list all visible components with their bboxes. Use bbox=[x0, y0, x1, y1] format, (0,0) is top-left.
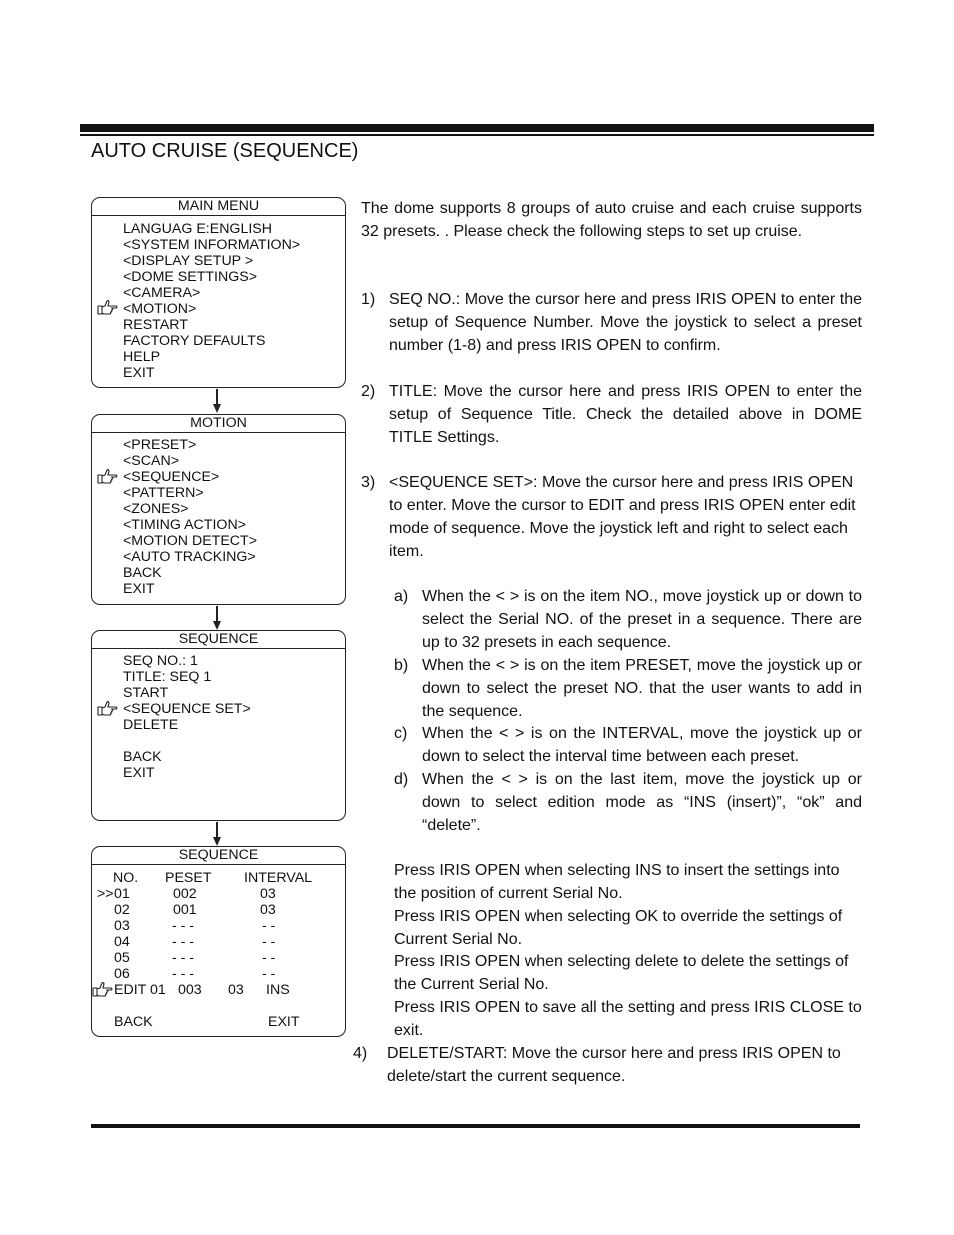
edit-mode[interactable]: INS bbox=[266, 982, 290, 998]
step-number: 2) bbox=[361, 383, 376, 400]
motion-menu-header: MOTION bbox=[92, 415, 345, 433]
sequence-menu-spacer bbox=[123, 733, 251, 749]
sequence-menu-item-seq-no[interactable]: SEQ NO.: 1 bbox=[123, 653, 198, 669]
top-rule bbox=[80, 124, 874, 132]
arrow-down-icon bbox=[213, 822, 221, 846]
table-cell-interval[interactable]: - - bbox=[262, 918, 276, 934]
motion-menu-item-sequence[interactable]: <SEQUENCE> bbox=[123, 469, 220, 485]
table-cell-no[interactable]: 05 bbox=[114, 950, 130, 966]
sequence-menu-item-start[interactable]: START bbox=[123, 685, 169, 701]
substep-letter: d) bbox=[394, 771, 409, 788]
step-text: TITLE: Move the cursor here and press IRIS OPEN to enter the setup of Sequence Title. Check the detailed above in DOME TITLE Settings. bbox=[389, 383, 862, 446]
column-header-no: NO. bbox=[113, 870, 139, 886]
main-menu-item-factory-defaults[interactable]: FACTORY DEFAULTS bbox=[123, 333, 266, 349]
table-cell-preset[interactable]: 001 bbox=[173, 902, 197, 918]
intro-paragraph: The dome supports 8 groups of auto cruise and each cruise supports 32 presets. . Please check the following steps to set up cruise. bbox=[361, 200, 862, 240]
motion-menu-item-timing-action[interactable]: <TIMING ACTION> bbox=[123, 517, 246, 533]
step-text: DELETE/START: Move the cursor here and press IRIS OPEN to delete/start the current sequence. bbox=[387, 1045, 841, 1085]
main-menu-item-help[interactable]: HELP bbox=[123, 349, 161, 365]
pointing-hand-icon bbox=[97, 701, 119, 717]
step-number: 4) bbox=[353, 1045, 368, 1062]
main-menu-item-camera[interactable]: <CAMERA> bbox=[123, 285, 201, 301]
main-menu-item-language[interactable]: LANGUAG E:ENGLISH bbox=[123, 221, 273, 237]
sequence-set-header: SEQUENCE bbox=[92, 847, 345, 865]
main-menu-panel bbox=[91, 197, 346, 388]
motion-menu-item-preset[interactable]: <PRESET> bbox=[123, 437, 197, 453]
table-cell-preset[interactable]: 002 bbox=[173, 886, 197, 902]
sequence-set-back-button[interactable]: BACK bbox=[114, 1014, 153, 1030]
pointing-hand-icon bbox=[97, 300, 119, 316]
motion-menu-item-back[interactable]: BACK bbox=[123, 565, 162, 581]
column-header-interval: INTERVAL bbox=[244, 870, 313, 886]
main-menu-item-motion[interactable]: <MOTION> bbox=[123, 301, 197, 317]
note-text: Press IRIS OPEN when selecting OK to override the settings of Current Serial No. bbox=[394, 908, 843, 948]
note-text: Press IRIS OPEN to save all the setting and press IRIS CLOSE to exit. bbox=[394, 999, 862, 1039]
row-marker: >> bbox=[97, 886, 114, 902]
main-menu-item-display-setup[interactable]: <DISPLAY SETUP > bbox=[123, 253, 254, 269]
motion-menu-item-motion-detect[interactable]: <MOTION DETECT> bbox=[123, 533, 258, 549]
step-text: <SEQUENCE SET>: Move the cursor here and press IRIS OPEN to enter. Move the cursor to EDIT and press IRIS OPEN enter edit mode of sequence. Move the joystick left and right to select each item. bbox=[389, 474, 856, 560]
motion-menu-panel bbox=[91, 414, 346, 605]
main-menu-item-restart[interactable]: RESTART bbox=[123, 317, 188, 333]
table-cell-interval[interactable]: - - bbox=[262, 934, 276, 950]
motion-menu-item-auto-tracking[interactable]: <AUTO TRACKING> bbox=[123, 549, 256, 565]
sequence-set-panel bbox=[91, 846, 346, 1037]
sequence-menu-item-title[interactable]: TITLE: SEQ 1 bbox=[123, 669, 212, 685]
sequence-menu-item-exit[interactable]: EXIT bbox=[123, 765, 155, 781]
table-cell-no[interactable]: 06 bbox=[114, 966, 130, 982]
substep-letter: a) bbox=[394, 588, 409, 605]
motion-menu-item-zones[interactable]: <ZONES> bbox=[123, 501, 189, 517]
substep-letter: c) bbox=[394, 725, 408, 742]
main-menu-item-exit[interactable]: EXIT bbox=[123, 365, 155, 381]
sequence-menu-panel bbox=[91, 630, 346, 821]
edit-preset[interactable]: 003 bbox=[178, 982, 202, 998]
motion-menu-item-scan[interactable]: <SCAN> bbox=[123, 453, 179, 469]
substep-text: When the < > is on the last item, move the joystick up or down to select edition mode as “INS (insert)”, “ok” and “delete”. bbox=[422, 771, 862, 834]
table-cell-no[interactable]: 03 bbox=[114, 918, 130, 934]
substep-letter: b) bbox=[394, 657, 409, 674]
motion-menu-item-pattern[interactable]: <PATTERN> bbox=[123, 485, 204, 501]
table-cell-preset[interactable]: - - - bbox=[172, 918, 195, 934]
table-cell-no[interactable]: 01 bbox=[114, 886, 130, 902]
edit-label[interactable]: EDIT 01 bbox=[114, 982, 166, 998]
main-menu-item-dome-settings[interactable]: <DOME SETTINGS> bbox=[123, 269, 258, 285]
edit-interval[interactable]: 03 bbox=[228, 982, 244, 998]
arrow-down-icon bbox=[213, 389, 221, 413]
motion-menu-item-exit[interactable]: EXIT bbox=[123, 581, 155, 597]
top-rule-thin bbox=[80, 134, 874, 136]
pointing-hand-icon bbox=[97, 469, 119, 485]
table-cell-no[interactable]: 02 bbox=[114, 902, 130, 918]
sequence-menu-item-back[interactable]: BACK bbox=[123, 749, 162, 765]
main-menu-header: MAIN MENU bbox=[92, 198, 345, 216]
column-header-preset: PESET bbox=[165, 870, 212, 886]
bottom-rule bbox=[91, 1124, 860, 1128]
sequence-set-exit-button[interactable]: EXIT bbox=[268, 1014, 300, 1030]
table-cell-interval[interactable]: - - bbox=[262, 950, 276, 966]
step-number: 3) bbox=[361, 474, 376, 491]
sequence-menu-item-delete[interactable]: DELETE bbox=[123, 717, 179, 733]
sequence-menu-item-sequence-set[interactable]: <SEQUENCE SET> bbox=[123, 701, 251, 717]
step-text: SEQ NO.: Move the cursor here and press IRIS OPEN to enter the setup of Sequence Number. Move the joystick to select a preset number (1-8) and press IRIS OPEN to confirm. bbox=[389, 291, 862, 354]
table-cell-preset[interactable]: - - - bbox=[172, 950, 195, 966]
note-text: Press IRIS OPEN when selecting INS to insert the settings into the position of current Serial No. bbox=[394, 862, 840, 902]
note-text: Press IRIS OPEN when selecting delete to delete the settings of the Current Serial No. bbox=[394, 953, 849, 993]
page-title: AUTO CRUISE (SEQUENCE) bbox=[91, 140, 359, 162]
substep-text: When the < > is on the item NO., move joystick up or down to select the Serial NO. of the preset in a sequence. There are up to 32 presets in each sequence. bbox=[422, 588, 862, 651]
table-cell-preset[interactable]: - - - bbox=[172, 966, 195, 982]
table-cell-interval[interactable]: 03 bbox=[260, 902, 276, 918]
arrow-down-icon bbox=[213, 606, 221, 630]
substep-text: When the < > is on the item PRESET, move the joystick up or down to select the preset NO. that the user wants to add in the sequence. bbox=[422, 657, 862, 720]
table-cell-no[interactable]: 04 bbox=[114, 934, 130, 950]
main-menu-item-system-information[interactable]: <SYSTEM INFORMATION> bbox=[123, 237, 301, 253]
substep-text: When the < > is on the INTERVAL, move the joystick up or down to select the interval time between each preset. bbox=[422, 725, 862, 765]
table-cell-interval[interactable]: - - bbox=[262, 966, 276, 982]
pointing-hand-icon bbox=[92, 982, 114, 998]
sequence-menu-header: SEQUENCE bbox=[92, 631, 345, 649]
table-cell-interval[interactable]: 03 bbox=[260, 886, 276, 902]
step-number: 1) bbox=[361, 291, 376, 308]
table-cell-preset[interactable]: - - - bbox=[172, 934, 195, 950]
